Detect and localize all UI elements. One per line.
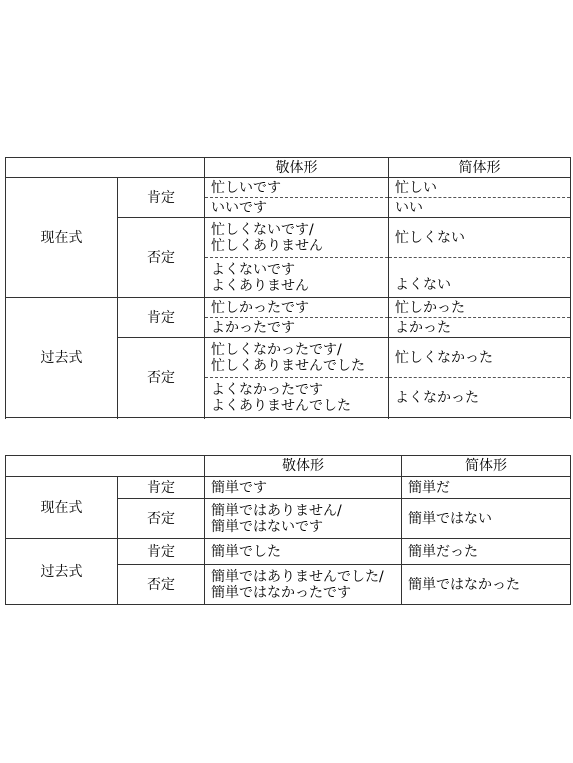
tense-past: 过去式 — [6, 298, 118, 418]
polarity-negate: 否定 — [118, 338, 205, 418]
polite-line: 忙しくありませんでした — [211, 357, 365, 374]
polarity-affirm: 肯定 — [118, 298, 205, 338]
polarity-affirm: 肯定 — [118, 477, 205, 499]
polite-line: 忙しくなかったです/ — [211, 341, 342, 358]
polite-form: よかったです — [205, 318, 389, 338]
header-empty-cell — [6, 158, 205, 178]
polite-line: 簡単ではないです — [211, 518, 323, 535]
polite-form: 簡単でした — [205, 539, 402, 565]
polarity-affirm: 肯定 — [118, 178, 205, 218]
polite-form: 忙しいです — [205, 178, 389, 198]
header-plain: 简体形 — [402, 456, 571, 477]
plain-form: 忙しい — [389, 178, 571, 198]
polite-line: 簡単ではありませんでした/ — [211, 568, 384, 585]
plain-form: 簡単だ — [402, 477, 571, 499]
header-plain: 简体形 — [389, 158, 571, 178]
plain-form: 簡単ではなかった — [402, 565, 571, 605]
plain-form: よくない — [389, 258, 571, 298]
header-row — [6, 158, 571, 178]
tense-past: 过去式 — [6, 539, 118, 605]
polite-line: 忙しくないです/ — [211, 221, 314, 238]
polite-form: 忙しかったです — [205, 298, 389, 318]
plain-form: 簡単ではない — [402, 499, 571, 539]
polarity-negate: 否定 — [118, 565, 205, 605]
polite-line: 簡単ではなかったです — [211, 584, 351, 601]
header-row — [6, 456, 571, 477]
polarity-negate: 否定 — [118, 499, 205, 539]
polite-form — [205, 338, 389, 378]
polite-form — [205, 258, 389, 298]
na-adjective-conjugation-table — [5, 455, 571, 605]
polite-form: いいです — [205, 198, 389, 218]
polarity-negate: 否定 — [118, 218, 205, 298]
header-polite: 敬体形 — [205, 456, 402, 477]
tense-present: 现在式 — [6, 178, 118, 298]
polite-form — [205, 565, 402, 605]
polite-form — [205, 218, 389, 258]
polite-line: よくありません — [211, 277, 309, 294]
plain-form: いい — [389, 198, 571, 218]
plain-form: よかった — [389, 318, 571, 338]
polite-form: 簡単です — [205, 477, 402, 499]
plain-form: 忙しくなかった — [389, 338, 571, 378]
header-empty-cell — [6, 456, 205, 477]
plain-form: よくなかった — [389, 378, 571, 418]
plain-form: 忙しくない — [389, 218, 571, 258]
tense-present: 现在式 — [6, 477, 118, 539]
i-adjective-conjugation-table — [5, 157, 571, 418]
polite-line: よくなかったです — [211, 381, 323, 398]
polite-form — [205, 378, 389, 418]
polite-form — [205, 499, 402, 539]
polite-line: よくありませんでした — [211, 397, 351, 414]
plain-form: 簡単だった — [402, 539, 571, 565]
plain-form: 忙しかった — [389, 298, 571, 318]
polite-line: 簡単ではありません/ — [211, 502, 342, 519]
polite-line: 忙しくありません — [211, 237, 323, 254]
polarity-affirm: 肯定 — [118, 539, 205, 565]
header-polite: 敬体形 — [205, 158, 389, 178]
polite-line: よくないです — [211, 261, 295, 278]
